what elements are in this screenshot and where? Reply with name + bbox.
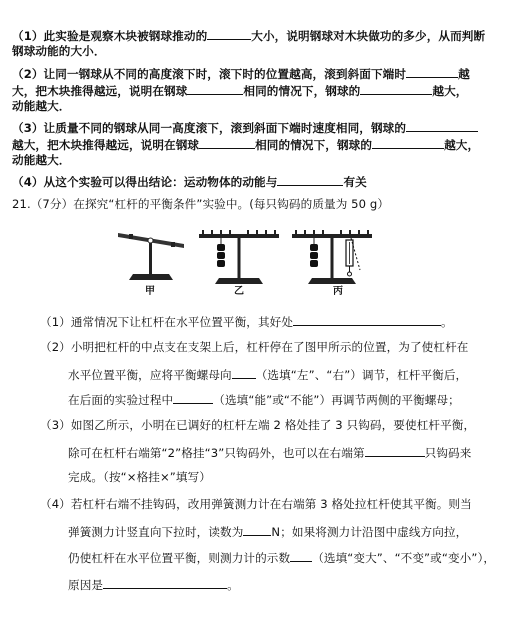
q21-s4-text-d: 仍使杠杆在水平位置平衡，则测力计的示数 [68, 551, 291, 565]
q21-blank-1[interactable] [293, 313, 441, 326]
figure-bing-spring-scale [346, 240, 353, 276]
figure-label-bing: 丙 [333, 286, 343, 297]
q20-part2-text-f: 动能越大． [12, 99, 71, 113]
q20-blank-1[interactable] [207, 27, 251, 40]
q20-part3-text-b: 越大，把木块推得越远，说明在钢球 [12, 138, 200, 152]
figure-bing [290, 226, 374, 288]
q21-s1-line1 [40, 313, 453, 329]
q21-s4-line2 [68, 523, 467, 539]
figure-bing-weights [310, 244, 318, 267]
q21-blank-5[interactable] [243, 523, 271, 536]
figure-yi-weights [217, 244, 225, 267]
q21-s1-text-b: 。 [441, 315, 453, 329]
q20-blank-8[interactable] [277, 173, 343, 186]
q20-part3-text-a: （3）让质量不同的钢球从同一高度滚下，滚到斜面下端时速度相同，钢球的 [12, 121, 407, 135]
figure-jia-stand-pole [149, 239, 152, 274]
q20-part4-line1 [12, 173, 367, 189]
q20-part1-text-c: 钢球动能的大小． [12, 44, 106, 58]
figure-yi [197, 226, 281, 288]
q21-s2-text-c: （选填“左”、“右”）调节，杠杆平衡后， [255, 368, 468, 382]
q20-part2-text-d: 相同的情况下，钢球的 [243, 84, 361, 98]
q21-blank-7[interactable] [103, 576, 227, 589]
q20-part3-text-c: 相同的情况下，钢球的 [255, 138, 373, 152]
q20-part1-line1 [12, 27, 485, 43]
q21-s4-line4 [68, 576, 239, 592]
q20-part2-line2 [12, 82, 467, 98]
q20-blank-6[interactable] [199, 136, 255, 149]
q20-blank-3[interactable] [187, 82, 243, 95]
q20-blank-2[interactable] [406, 65, 458, 78]
q21-s4-text-a: （4）若杠杆右端不挂钩码，改用弹簧测力计在右端第 3 格处拉杠杆使其平衡。则当 [40, 497, 472, 511]
q21-s2-text-d: 在后面的实验过程中 [68, 393, 174, 407]
q21-s4-text-b: 弹簧测力计竖直向下拉时，读数为 [68, 525, 244, 539]
q20-part2-text-e: 越大， [432, 84, 468, 98]
q21-s4-text-f: 原因是 [68, 578, 104, 592]
q21-s4-text-e: （选填“变大”、“不变”或“变小”）， [312, 551, 496, 565]
q20-part3-text-e: 动能越大． [12, 153, 71, 167]
q20-part3-line1 [12, 119, 478, 135]
q21-s3-text-c: 只钩码来 [424, 446, 472, 460]
q20-part2-line1 [12, 65, 470, 81]
q21-s3-text-b: 除可在杠杆右端第“2”格挂“3”只钩码外，也可以在右端第 [68, 446, 365, 460]
q21-blank-3[interactable] [173, 391, 213, 404]
q21-header: 21.（7分）在探究“杠杆的平衡条件”实验中。(每只钩码的质量为 50 g） [12, 197, 390, 211]
q21-blank-6[interactable] [290, 549, 312, 562]
q21-s2-text-a: （2）小明把杠杆的中点支在支架上后，杠杆停在了图甲所示的位置，为了使杠杆在 [40, 340, 469, 354]
q21-s4-line3 [68, 549, 495, 565]
figure-jia-pivot [148, 238, 153, 243]
q21-s2-line3 [68, 391, 460, 407]
q21-s3-line2 [68, 444, 471, 460]
q20-part1-text-b: 大小，说明钢球对木块做功的多少，从而判断 [251, 29, 486, 43]
q20-blank-7[interactable] [372, 136, 444, 149]
q20-part2-text-b: 越 [458, 67, 470, 81]
q20-part2-text-a: （2）让同一钢球从不同的高度滚下时，滚下时的位置越高，滚到斜面下端时 [12, 67, 407, 81]
q20-part2-text-c: 大，把木块推得越远，说明在钢球 [12, 84, 188, 98]
figure-bing-base [308, 278, 356, 284]
q21-s3-text-a: （3）如图乙所示，小明在已调好的杠杆左端 2 格处挂了 3 只钩码，要使杠杆平衡， [40, 418, 476, 432]
q20-part1-text-a: （1）此实验是观察木块被钢球推动的 [12, 29, 208, 43]
q21-s4-text-g: 。 [227, 578, 239, 592]
q21-s3-text-d: 完成。（按“×格挂×”填写） [68, 470, 211, 484]
q21-s2-line2 [68, 366, 467, 382]
q21-s2-text-e: （选填“能”或“不能”）再调节两侧的平衡螺母； [213, 393, 460, 407]
q21-s4-text-c: N；如果将测力计沿图中虚线方向拉， [271, 525, 468, 539]
figure-yi-stand-pole [238, 236, 241, 278]
figure-bing-hooks [295, 230, 369, 234]
q21-blank-4[interactable] [365, 444, 425, 457]
q21-s1-text-a: （1）通常情况下让杠杆在水平位置平衡，其好处 [40, 315, 294, 329]
q20-part3-text-d: 越大， [444, 138, 480, 152]
q20-blank-5[interactable] [406, 119, 478, 132]
figure-yi-hooks [202, 230, 276, 234]
q21-blank-2[interactable] [232, 366, 256, 379]
q21-s2-text-b: 水平位置平衡，应将平衡螺母向 [68, 368, 232, 382]
q20-part3-line2 [12, 136, 479, 152]
figure-bing-stand-pole [331, 236, 334, 278]
figure-jia-base [129, 274, 173, 280]
q20-part4-text-b: 有关 [343, 175, 367, 189]
q20-blank-4[interactable] [360, 82, 432, 95]
q20-part4-text-a: （4）从这个实验可以得出结论：运动物体的动能与 [12, 175, 278, 189]
figure-label-jia: 甲 [145, 286, 155, 297]
figure-label-yi: 乙 [234, 286, 244, 297]
